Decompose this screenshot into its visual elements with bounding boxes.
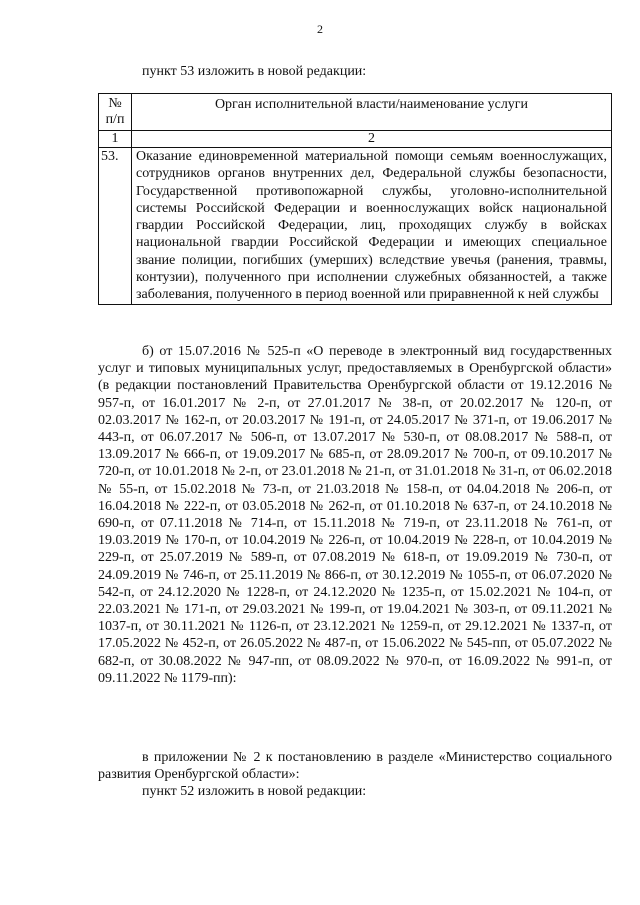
paragraph-b: б) от 15.07.2016 № 525-п «О переводе в электронный вид государственных услуг и типовых муниципальных услуг, предоставляемых в Оренбургской области» (в редакции постановлений Правительства Оренбургской области от 19.12.2016 № 957-п, от 16.01.2017 № 2-п, от 27.01.2017 № 38-п, от 20.02.2017 № 120-п, от 02.03.2017 № 162-п, от 20.03.2017 № 191-п, от 24.05.2017 № 371-п, от 19.06.2017 № 443-п, от 06.07.2017 № 506-п, от 13.07.2017 № 530-п, от 08.08.2017 № 588-п, от 13.09.2017 № 666-п, от 19.09.2017 № 685-п, от 28.09.2017 № 700-п, от 09.10.2017 № 720-п, от 10.01.2018 № 2-п, от 23.01.2018 № 21-п, от 31.01.2018 № 31-п, от 06.02.2018 № 55-п, от 15.02.2018 № 73-п, от 21.03.2018 № 158-п, от 04.04.2018 № 206-п, от 16.04.2018 № 222-п, от 03.05.2018 № 262-п, от 01.10.2018 № 637-п, от 24.10.2018 № 690-п, от 07.11.2018 № 714-п, от 15.11.2018 № 719-п, от 23.11.2018 № 761-п, от 19.03.2019 № 170-п, от 10.04.2019 № 226-п, от 10.04.2019 № 228-п, от 10.04.2019 № 229-п, от 25.07.2019 № 589-п, от 07.08.2019 № 618-п, от 19.09.2019 № 730-п, от 24.09.2019 № 746-п, от 25.11.2019 № 866-п, от 30.12.2019 № 1055-п, от 06.07.2020 № 542-п, от 24.12.2020 № 1228-п, от 24.12.2020 № 1235-п, от 15.02.2021 № 104-п, от 22.03.2021 № 171-п, от 29.03.2021 № 199-п, от 19.04.2021 № 303-п, от 09.11.2021 № 1037-п, от 30.11.2021 № 1126-п, от 23.12.2021 № 1259-п, от 29.12.2021 № 1337-п, от 17.05.2022 № 452-п, от 26.05.2022 № 487-п, от 15.06.2022 № 545-пп, от 05.07.2022 № 682-п, от 30.08.2022 № 947-пп, от 08.09.2022 № 970-п, от 16.09.2022 № 991-п, от 09.11.2022 № 1179-пп):	[98, 344, 612, 686]
paragraph-annex: в приложении № 2 к постановлению в разделе «Министерство социального развития Оренбургской области»:	[98, 750, 612, 783]
services-table	[98, 93, 612, 305]
table-row	[99, 148, 612, 305]
outro-instruction: пункт 52 изложить в новой редакции:	[142, 784, 367, 799]
page-number: 2	[317, 22, 323, 36]
index-number-cell: 1	[99, 131, 132, 148]
header-number-cell: № п/п	[99, 94, 132, 131]
table-index-row	[99, 131, 612, 148]
row-number-cell: 53.	[99, 148, 132, 305]
row-service-cell: Оказание единовременной материальной помощи семьям военнослужащих, сотрудников органов внутренних дел, Федеральной службы безопасности, Государственной противопожарной службы, уголовно-исполнительной системы Российской Федерации и военнослужащих войск национальной гвардии Российской Федерации, лиц, проходящих службу в войсках национальной гвардии Российской Федерации и имеющих специальное звание полиции, погибших (умерших) вследствие увечья (ранения, травмы, контузии), полученного при исполнении служебных обязанностей, а также заболевания, полученного в период военной или приравненной к ней службы	[132, 148, 612, 305]
table-header-row	[99, 94, 612, 131]
intro-instruction: пункт 53 изложить в новой редакции:	[142, 64, 367, 79]
index-text-cell: 2	[132, 131, 612, 148]
header-title-cell: Орган исполнительной власти/наименование услуги	[132, 94, 612, 131]
